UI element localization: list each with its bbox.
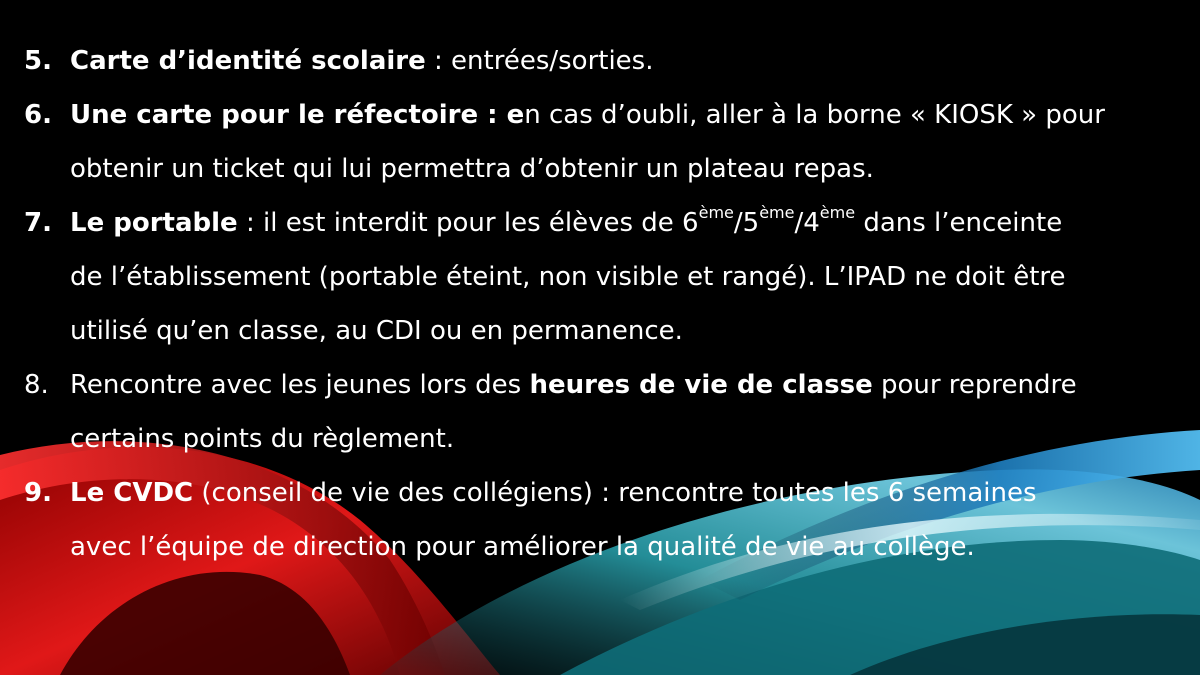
item-number: 9. [24, 478, 52, 508]
list-item-6 [24, 88, 1184, 196]
item-text-line2: de l’établissement (portable éteint, non visible et rangé). L’IPAD ne doit être [70, 262, 1066, 292]
item-text: dans l’enceinte [855, 208, 1063, 238]
item-bold-lead: Le portable [70, 208, 238, 238]
item-number: 5. [24, 46, 52, 76]
item-text-line3: utilisé qu’en classe, au CDI ou en permanence. [70, 316, 683, 346]
item-text: pour reprendre [872, 370, 1077, 400]
item-number: 6. [24, 100, 52, 130]
item-bold-lead: Carte d’identité scolaire [70, 46, 426, 76]
item-text: : entrées/sorties. [425, 46, 654, 76]
item-text-line2: obtenir un ticket qui lui permettra d’obtenir un plateau repas. [70, 154, 874, 184]
item-bold-phrase: heures de vie de classe [529, 370, 873, 400]
superscript-eme: ème [698, 203, 734, 223]
item-text-line2: certains points du règlement. [70, 424, 455, 454]
grade-separator: /4 [794, 208, 820, 238]
item-text: n cas d’oubli, aller à la borne « KIOSK » pour [524, 100, 1105, 130]
item-text: Rencontre avec les jeunes lors des [70, 370, 530, 400]
item-bold-lead: Une carte pour le réfectoire : e [70, 100, 525, 130]
list-item-8 [24, 358, 1184, 466]
item-text: (conseil de vie des collégiens) : rencontre toutes les 6 semaines [193, 478, 1037, 508]
list-item-7 [24, 196, 1184, 358]
item-text: : il est interdit pour les élèves de 6 [237, 208, 699, 238]
superscript-eme: ème [759, 203, 795, 223]
item-number: 8. [24, 370, 49, 400]
item-bold-lead: Le CVDC [70, 478, 194, 508]
item-text-line2: avec l’équipe de direction pour améliorer la qualité de vie au collège. [70, 532, 975, 562]
grade-separator: /5 [733, 208, 760, 238]
item-number: 7. [24, 208, 52, 238]
superscript-eme: ème [819, 203, 856, 223]
list-item-5 [24, 34, 1184, 88]
rules-list [24, 34, 1184, 574]
list-item-9 [24, 466, 1184, 574]
